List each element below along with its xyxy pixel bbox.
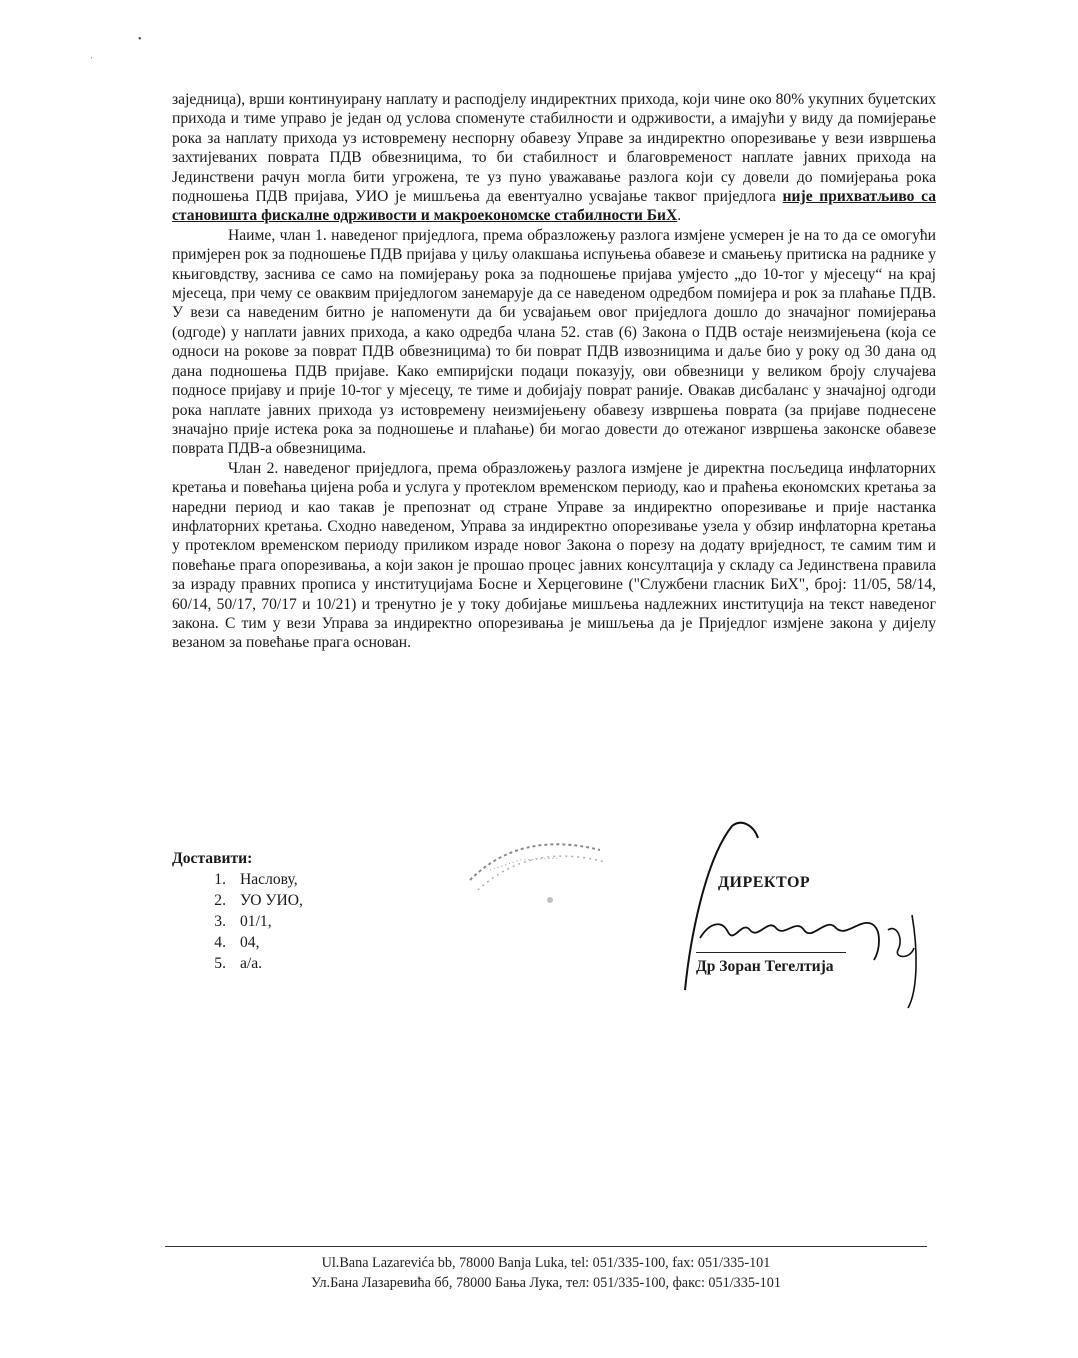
signatory-name: Др Зоран Тегелтија <box>696 958 834 975</box>
distribution-item-number: 1. <box>214 871 226 888</box>
paragraph-1: заједница), врши континуирану наплату и расподјелу индиректних прихода, који чине око 80% укупних буџетских прихода и тиме управо је један од услова споменуте стабилности и одрживости, а имајући у виду да помијерање рока за наплату прихода уз истовремену неспорну обавезу Управе за индиректно опорезивање у вези извршења захтијеваних поврата ПДВ обвезницима, то би стабилност и благовременост наплате јавних прихода на Јединствени рачун могла бити угрожена, те уз пуно уважавање разлога који су довели до помијерања рока подношења ПДВ пријава, УИО је мишљења да евентуално усвајање таквог приједлога није прихватљиво са становишта фискалне одрживости и макроекономске стабилности БиХ. <box>172 91 936 225</box>
footer-line-cyrillic: Ул.Бана Лазаревића бб, 78000 Бања Лука, тел: 051/335-100, факс: 051/335-101 <box>311 1275 781 1291</box>
distribution-item <box>198 890 303 911</box>
distribution-item-number: 2. <box>214 892 226 909</box>
distribution-item-number: 5. <box>214 955 226 972</box>
signatory-title: ДИРЕКТОР <box>718 874 811 891</box>
distribution-item-label: 01/1, <box>240 913 272 930</box>
handwritten-signature <box>650 820 920 1010</box>
footer-divider <box>165 1246 927 1247</box>
scan-speck: ˈ <box>90 56 94 67</box>
letter-body <box>172 90 936 653</box>
distribution-item-label: Наслову, <box>240 871 298 888</box>
distribution-item <box>198 869 303 890</box>
distribution-items <box>172 869 303 974</box>
distribution-item-number: 3. <box>214 913 226 930</box>
paragraph-3: Члан 2. наведеног приједлога, према образложењу разлога измјене је директна посљедица инфлаторних кретања и повећања цијена роба и услуга у протеклом временском периоду, као и праћења економских кретања за наредни период и као такав је препознат од стране Управе за индиректно опорезивање и прије настанка инфлаторних кретања. Сходно наведеном, Управа за индиректно опорезивање узела у обзир инфлаторна кретања у протеклом временском периоду приликом израде новог Закона о порезу на додату вриједност, те самим тим и повећање прага опорезивања, а који закон је прошао процес јавних консултација у складу са Јединствена правила за израду правних прописа у институцијама Босне и Херцеговине ("Службени гласник БиХ", број: 11/05, 58/14, 60/14, 50/17, 70/17 и 10/21) и тренутно је у току добијање мишљења надлежних институција на текст наведеног закона. С тим у вези Управа за индиректно опорезивања је мишљења да је Приједлог измјене закона у дијелу везаном за повећање прага основан. <box>172 459 936 652</box>
distribution-item-number: 4. <box>214 934 226 951</box>
footer-line-latin: Ul.Bana Lazarevića bb, 78000 Banja Luka, tel: 051/335-100, fax: 051/335-101 <box>321 1255 771 1271</box>
signature-line <box>696 952 846 953</box>
distribution-item-label: 04, <box>240 934 260 951</box>
scan-speck: • <box>138 34 142 45</box>
distribution-list <box>172 848 303 974</box>
distribution-heading: Доставити: <box>172 850 253 867</box>
distribution-item-label: а/а. <box>240 955 263 972</box>
distribution-item <box>198 932 303 953</box>
official-stamp-image <box>450 820 620 910</box>
footer-address <box>165 1253 927 1293</box>
emphasized-conclusion: није прихватљиво са становишта фискалне одрживости и макроекономске стабилности БиХ <box>172 188 936 225</box>
signature-block <box>650 820 920 1010</box>
distribution-item <box>198 953 303 974</box>
distribution-item <box>198 911 303 932</box>
distribution-item-label: УО УИО, <box>240 892 303 909</box>
paragraph-2: Наиме, члан 1. наведеног приједлога, према образложењу разлога измјене усмерен је на то да се омогући примјерен рок за подношење ПДВ пријава у циљу олакшања испуњења обавезе и смањењу притиска на раднике у књиговдству, заснива се само на помијерању рока за подношење пријава умјесто „до 10-тог у мјесецу“ на крај мјесеца, при чему се оваквим приједлогом занемарује да се наведеном одредбом помијера и рок за плаћање ПДВ. У вези са наведеним битно је напоменути да би усвајањем овог приједлога дошло до значајног помијерања (одгоде) у наплати јавних прихода, а како одредба члана 52. став (6) Закона о ПДВ остаје неизмијењена (која се односи на рокове за поврат ПДВ обвезницима) то би поврат ПДВ извозницима и даље био у року од 30 дана од дана подношења ПДВ пријаве. Како емпиријски подаци показују, ови обвезници у великом броју случајева подносе пријаву и прије 10-тог у мјесецу, те тиме и добијају поврат раније. Овакав дисбаланс у значајној одгоди рока наплате јавних прихода уз истовремену неизмијењену обавезу извршења поврата (за пријаве поднесене значајно прије истека рока за подношење и плаћање) би могао довести до отежаног извршења законске обавезе поврата ПДВ-а обвезницима. <box>172 226 936 458</box>
